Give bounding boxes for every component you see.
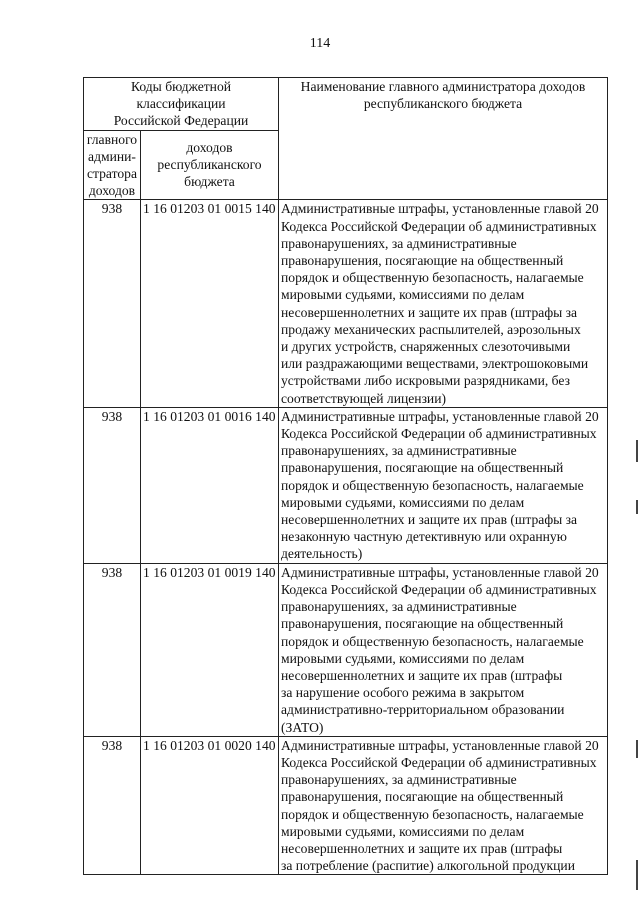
name-text-line: порядок и общественную безопасность, налагаемые: [281, 270, 584, 286]
name-text-line: незаконную частную детективную или охранную: [281, 529, 567, 545]
header-line: Наименование главного администратора доходов: [300, 79, 586, 94]
administrator-name-cell: [279, 736, 608, 875]
name-text-line: несовершеннолетних и защите их прав (штрафы: [281, 840, 563, 856]
administrator-name-cell: [279, 407, 608, 563]
name-text-line: Кодекса Российской Федерации об административных: [281, 426, 597, 442]
admin-code-cell: 938: [84, 407, 141, 563]
revenue-code-cell: 1 16 01203 01 0020 140: [141, 736, 279, 875]
name-text-line: Кодекса Российской Федерации об административных: [281, 581, 597, 597]
header-chief-administrator: [84, 130, 141, 200]
page-number: 114: [309, 36, 331, 51]
name-text-line: Административные штрафы, установленные главой 20: [281, 408, 599, 424]
name-text-line: за нарушение особого режима в закрытом: [281, 685, 525, 701]
name-text-line: Кодекса Российской Федерации об административных: [281, 754, 597, 770]
name-text-line: мировыми судьями, комиссиями по делам: [281, 650, 525, 666]
header-line: бюджета: [184, 174, 235, 190]
name-text-line: порядок и общественную безопасность, налагаемые: [281, 477, 584, 493]
budget-classification-table: [83, 77, 608, 875]
name-text-line: правонарушения, посягающие на общественный: [281, 789, 564, 805]
name-text-line: Кодекса Российской Федерации об административных: [281, 218, 597, 234]
name-text-line: правонарушениях, за административные: [281, 772, 517, 788]
name-text-line: соответствующей лицензии): [281, 390, 447, 406]
name-text-line: или раздражающими веществами, электрошоковыми: [281, 356, 589, 372]
administrator-name-cell: [279, 563, 608, 736]
table-row: [84, 200, 608, 407]
name-text-line: продажу механических распылителей, аэрозольных: [281, 321, 581, 337]
admin-code-cell: 938: [84, 563, 141, 736]
name-text-line: правонарушениях, за административные: [281, 599, 517, 615]
revenue-code-cell: 1 16 01203 01 0019 140: [141, 563, 279, 736]
header-line: республиканского бюджета: [363, 96, 523, 112]
name-text-line: несовершеннолетних и защите их прав (штрафы за: [281, 304, 578, 320]
name-text-line: и других устройств, снаряженных слезоточивыми: [281, 339, 571, 355]
table-body: [84, 200, 608, 875]
admin-code-cell: 938: [84, 200, 141, 407]
name-text-line: несовершеннолетних и защите их прав (штрафы за: [281, 512, 578, 528]
table-row: [84, 736, 608, 875]
name-text-line: устройствами либо искровыми разрядниками, без: [281, 373, 570, 389]
scan-edge-marks: [632, 440, 640, 900]
name-text-line: Административные штрафы, установленные главой 20: [281, 737, 599, 753]
name-text-line: деятельность): [281, 546, 363, 562]
name-text-line: мировыми судьями, комиссиями по делам: [281, 494, 525, 510]
header-line: Коды бюджетной: [130, 79, 232, 94]
name-text-line: (ЗАТО): [281, 719, 324, 735]
name-text-line: мировыми судьями, комиссиями по делам: [281, 287, 525, 303]
revenue-code-cell: 1 16 01203 01 0015 140: [141, 200, 279, 407]
name-text-line: за потребление (распитие) алкогольной продукции: [281, 858, 575, 874]
table-row: [84, 563, 608, 736]
name-text-line: Административные штрафы, установленные главой 20: [281, 201, 599, 217]
header-line: классификации: [136, 96, 226, 112]
name-text-line: административно-территориальном образовании: [281, 702, 565, 718]
table-row: [84, 407, 608, 563]
name-text-line: мировыми судьями, комиссиями по делам: [281, 823, 525, 839]
header-line: Российской Федерации: [113, 113, 249, 129]
name-text-line: Административные штрафы, установленные главой 20: [281, 564, 599, 580]
name-text-line: правонарушениях, за административные: [281, 443, 517, 459]
name-text-line: правонарушения, посягающие на общественный: [281, 460, 564, 476]
name-text-line: несовершеннолетних и защите их прав (штрафы: [281, 667, 563, 683]
header-line: республиканского: [157, 156, 262, 172]
name-text-line: порядок и общественную безопасность, налагаемые: [281, 806, 584, 822]
header-line: стратора: [86, 166, 137, 182]
admin-code-cell: 938: [84, 736, 141, 875]
header-administrator-name: [279, 78, 608, 200]
name-text-line: правонарушения, посягающие на общественный: [281, 253, 564, 269]
name-text-line: правонарушения, посягающие на общественный: [281, 616, 564, 632]
name-text-line: правонарушениях, за административные: [281, 235, 517, 251]
header-revenue-code: [141, 130, 279, 200]
header-line: доходов: [88, 183, 136, 199]
header-line: админи-: [88, 148, 136, 164]
administrator-name-cell: [279, 200, 608, 407]
header-line: доходов: [186, 139, 233, 155]
header-line: главного: [86, 131, 138, 147]
name-text-line: порядок и общественную безопасность, налагаемые: [281, 633, 584, 649]
revenue-code-cell: 1 16 01203 01 0016 140: [141, 407, 279, 563]
header-budget-codes: [84, 78, 279, 131]
